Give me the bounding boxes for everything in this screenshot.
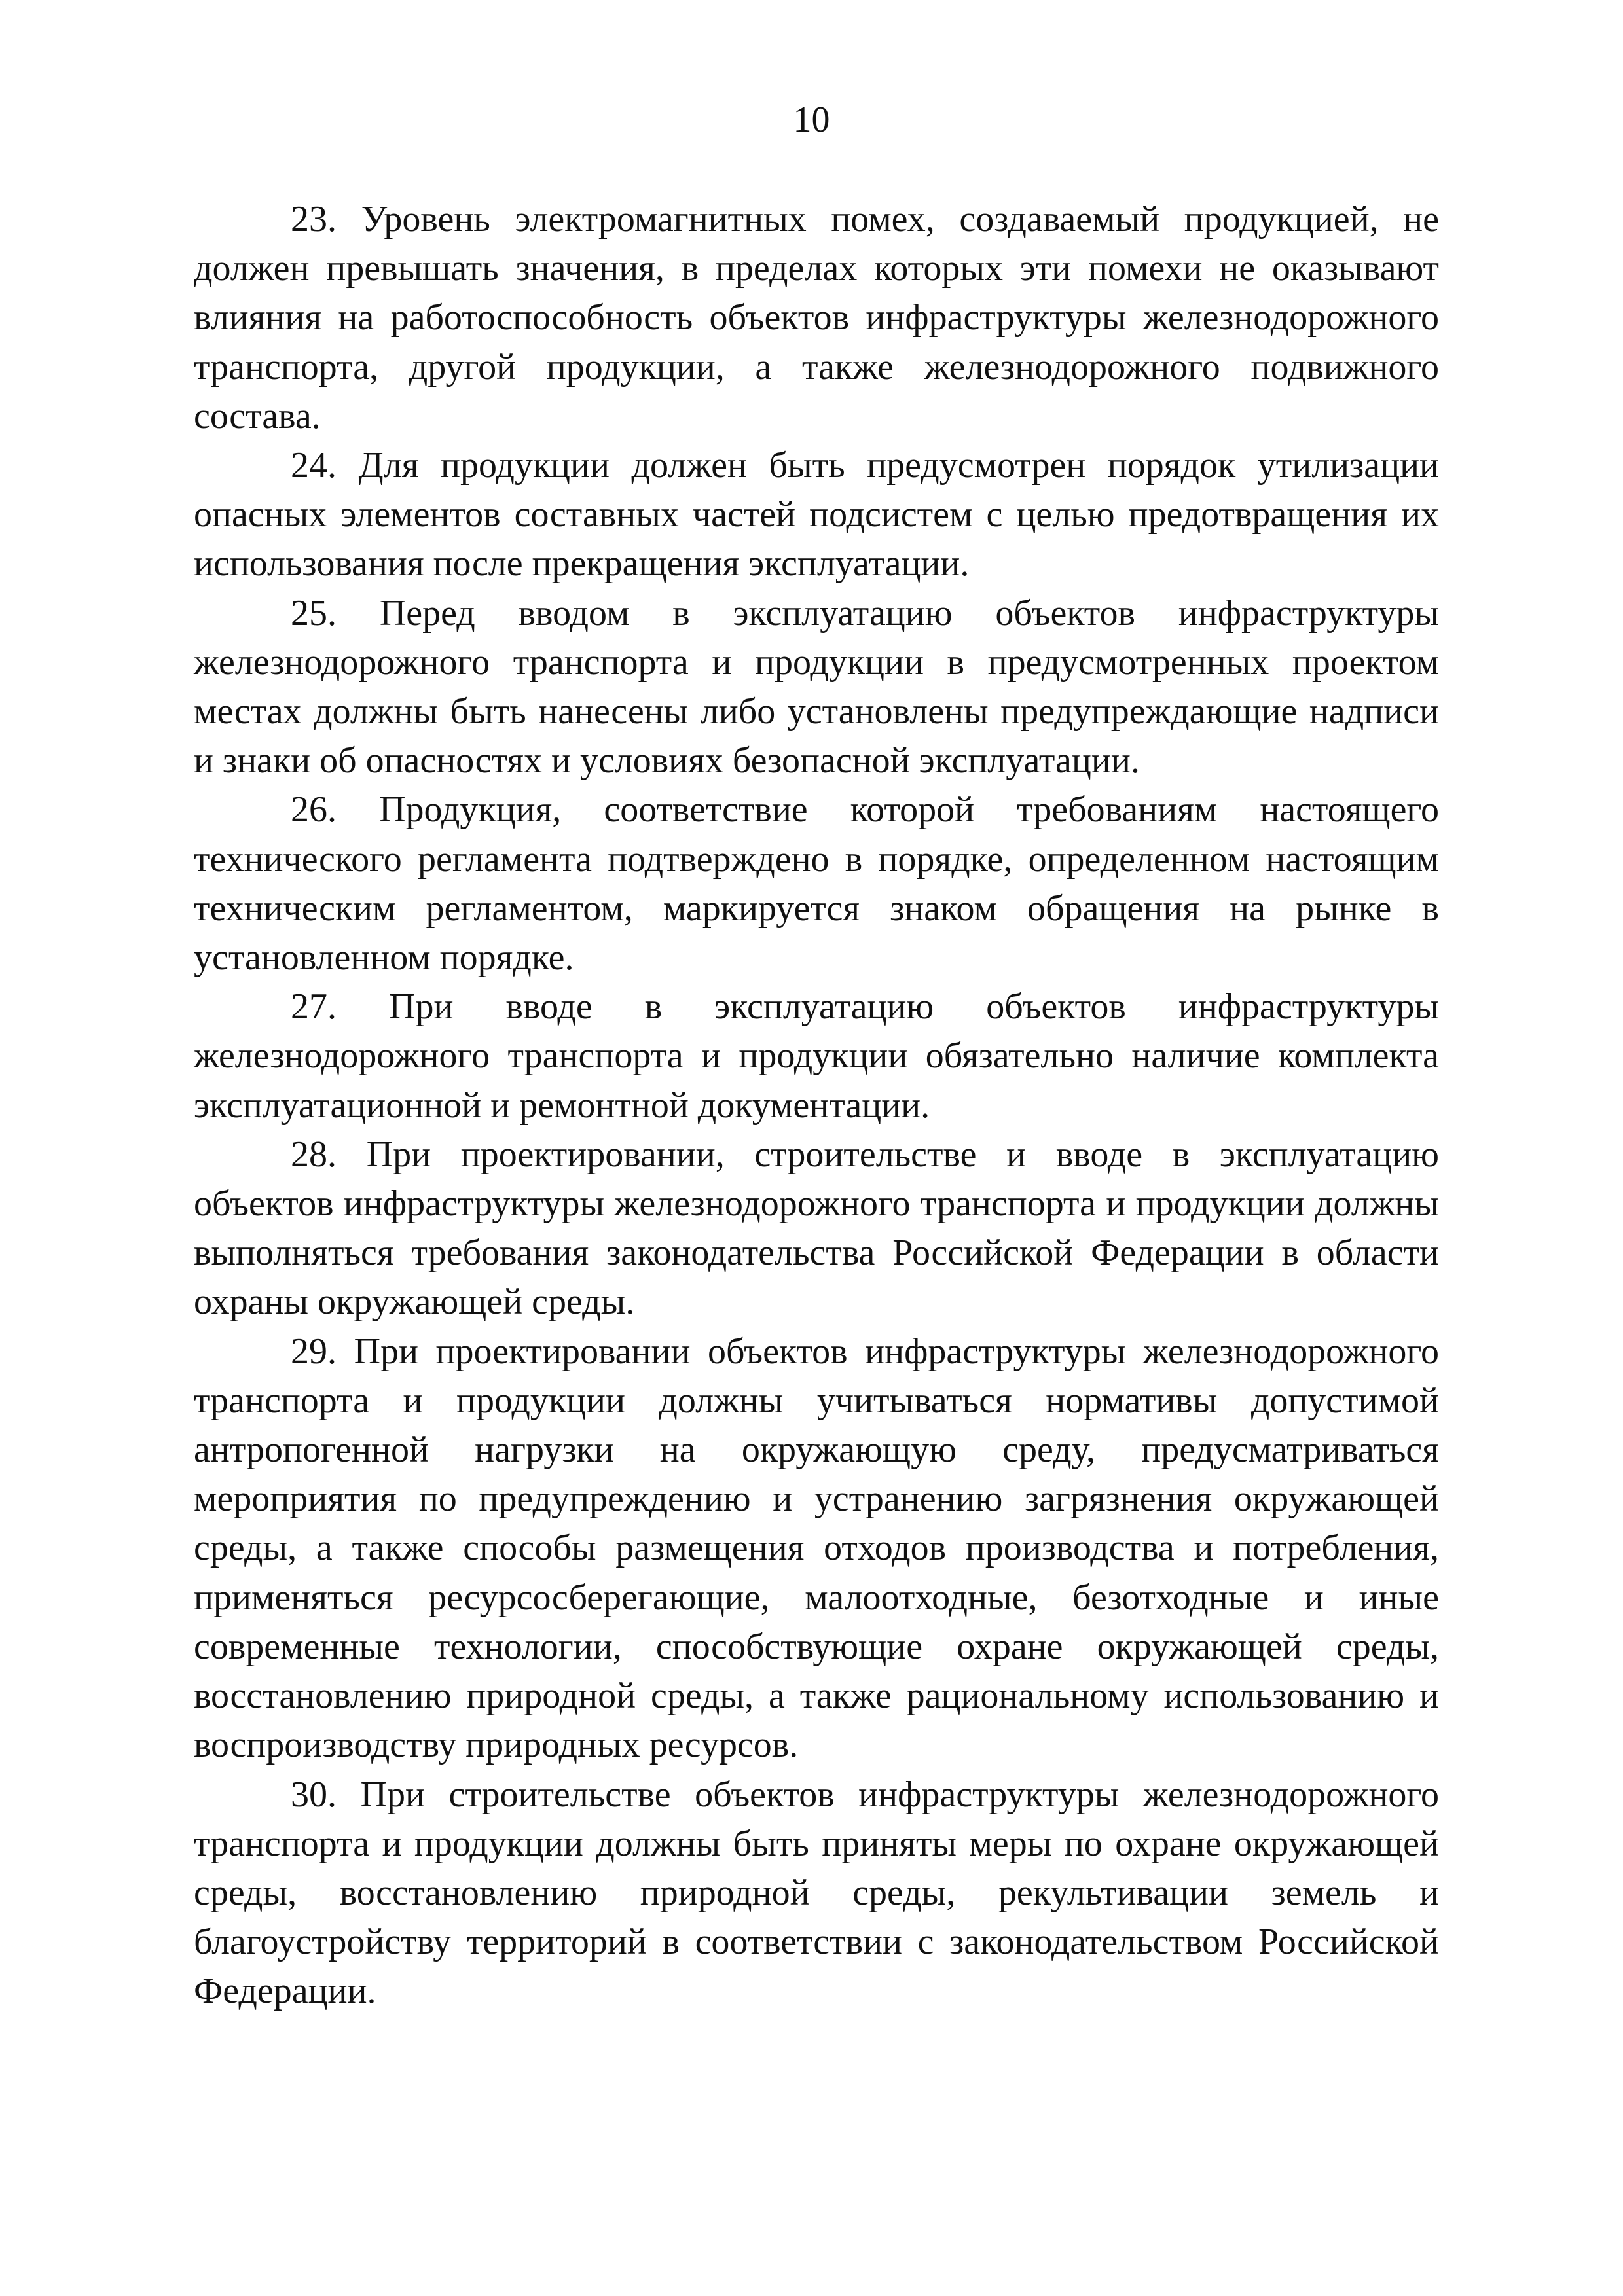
paragraph-text: При проектировании, строительстве и вводе в эксплуатацию объектов инфраструктуры железнодорожного транспорта и продукции должны выполняться требования законодательства Российской Федерации в области охраны окружающей среды.	[194, 1134, 1439, 1323]
paragraph-text: При проектировании объектов инфраструктуры железнодорожного транспорта и продукции должны учитываться нормативы допустимой антропогенной нагрузки на окружающую среду, предусматриваться мероприятия по предупреждению и устранению загрязнения окружающей среды, а также способы размещения отходов производства и потребления, применяться ресурсосберегающие, малоотходные, безотходные и иные современные технологии, способствующие охране окружающей среды, восстановлению природной среды, а также рациональному использованию и воспроизводству природных ресурсов.	[194, 1331, 1439, 1766]
paragraph-text: При строительстве объектов инфраструктуры железнодорожного транспорта и продукции должны быть приняты меры по охране окружающей среды, восстановлению природной среды, рекультивации земель и благоустройству территорий в соответствии с законодательством Российской Федерации.	[194, 1774, 1439, 2012]
page-number: 10	[793, 99, 830, 140]
document-body	[194, 195, 1439, 2017]
paragraph-24	[194, 441, 1439, 589]
paragraph-number: 24.	[291, 445, 337, 486]
paragraph-number: 30.	[291, 1774, 337, 1815]
paragraph-number: 25.	[291, 592, 337, 634]
paragraph-number: 27.	[291, 986, 337, 1028]
paragraph-28	[194, 1130, 1439, 1327]
paragraph-number: 28.	[291, 1134, 337, 1175]
paragraph-30	[194, 1770, 1439, 2017]
paragraph-27	[194, 982, 1439, 1130]
paragraph-25	[194, 589, 1439, 786]
paragraph-number: 23.	[291, 199, 337, 240]
paragraph-text: Продукция, соответствие которой требованиям настоящего технического регламента подтверждено в порядке, определенном настоящим техническим регламентом, маркируется знаком обращения на рынке в установленном порядке.	[194, 789, 1439, 978]
paragraph-23	[194, 195, 1439, 441]
paragraph-number: 29.	[291, 1331, 337, 1372]
paragraph-text: Для продукции должен быть предусмотрен порядок утилизации опасных элементов составных частей подсистем с целью предотвращения их использования после прекращения эксплуатации.	[194, 445, 1440, 584]
paragraph-26	[194, 785, 1439, 982]
paragraph-text: При вводе в эксплуатацию объектов инфраструктуры железнодорожного транспорта и продукции обязательно наличие комплекта эксплуатационной и ремонтной документации.	[194, 986, 1440, 1126]
paragraph-29	[194, 1327, 1439, 1770]
paragraph-text: Уровень электромагнитных помех, создаваемый продукцией, не должен превышать значения, в пределах которых эти помехи не оказывают влияния на работоспособность объектов инфраструктуры железнодорожного транспорта, другой продукции, а также железнодорожного подвижного состава.	[194, 199, 1440, 437]
paragraph-text: Перед вводом в эксплуатацию объектов инфраструктуры железнодорожного транспорта и продукции в предусмотренных проектом местах должны быть нанесены либо установлены предупреждающие надписи и знаки об опасностях и условиях безопасной эксплуатации.	[194, 592, 1440, 781]
paragraph-number: 26.	[291, 789, 337, 831]
